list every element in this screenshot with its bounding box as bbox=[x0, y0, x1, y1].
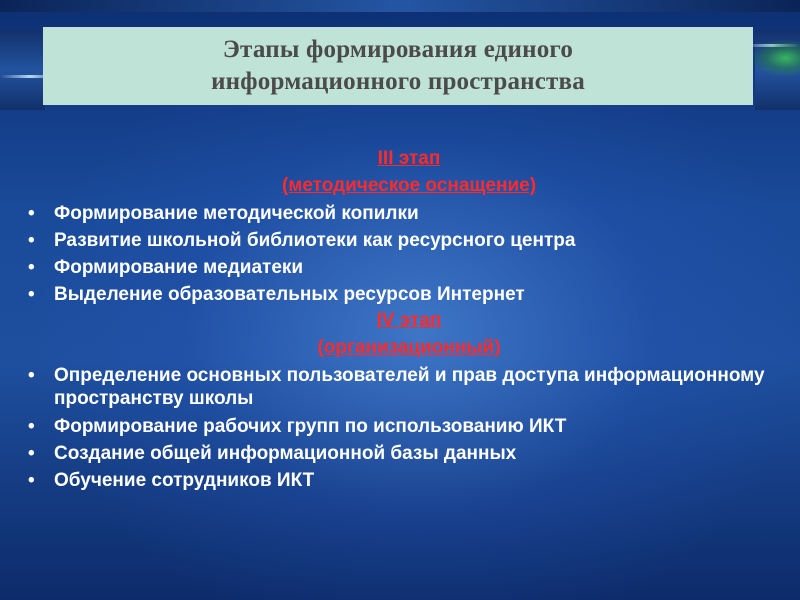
list-item bbox=[24, 467, 794, 494]
slide-title-box bbox=[43, 27, 753, 105]
slide-content bbox=[24, 146, 794, 494]
list-item-text: Определение основных пользователей и прав доступа информационному пространству школы bbox=[54, 365, 765, 409]
stage-3-heading: III этап bbox=[377, 148, 441, 169]
list-item bbox=[24, 362, 794, 413]
list-item bbox=[24, 200, 794, 227]
slide-title-line-1: Этапы формирования единого bbox=[222, 36, 574, 63]
bullet-icon: • bbox=[28, 443, 35, 464]
list-item bbox=[24, 281, 794, 308]
bullet-icon: • bbox=[28, 470, 35, 491]
stage-3-list bbox=[24, 200, 794, 308]
list-item bbox=[24, 254, 794, 281]
list-item-text: Формирование методической копилки bbox=[54, 203, 419, 224]
green-glow-decoration bbox=[752, 40, 800, 76]
stage-3-section bbox=[24, 146, 794, 308]
list-item bbox=[24, 440, 794, 467]
list-item bbox=[24, 227, 794, 254]
list-item-text: Обучение сотрудников ИКТ bbox=[54, 470, 315, 491]
bullet-icon: • bbox=[28, 365, 35, 386]
list-item-text: Создание общей информационной базы данных bbox=[54, 443, 517, 464]
bullet-icon: • bbox=[28, 203, 35, 224]
stage-3-subheading: (методическое оснащение) bbox=[281, 175, 537, 196]
bullet-icon: • bbox=[28, 416, 35, 437]
list-item-text: Формирование рабочих групп по использованию ИКТ bbox=[54, 416, 567, 437]
left-band-decoration bbox=[0, 30, 45, 110]
stage-4-heading: IV этап bbox=[376, 310, 442, 331]
list-item-text: Развитие школьной библиотеки как ресурсного центра bbox=[54, 230, 576, 251]
stage-4-subheading: (организационный) bbox=[317, 337, 501, 358]
list-item bbox=[24, 413, 794, 440]
bullet-icon: • bbox=[28, 230, 35, 251]
bullet-icon: • bbox=[28, 257, 35, 278]
stage-4-list bbox=[24, 362, 794, 494]
top-stripe-decoration bbox=[0, 0, 800, 12]
stage-4-section bbox=[24, 308, 794, 494]
list-item-text: Выделение образовательных ресурсов Интернет bbox=[54, 284, 525, 305]
bullet-icon: • bbox=[28, 284, 35, 305]
slide-title-line-2: информационного пространства bbox=[211, 68, 585, 95]
list-item-text: Формирование медиатеки bbox=[54, 257, 304, 278]
